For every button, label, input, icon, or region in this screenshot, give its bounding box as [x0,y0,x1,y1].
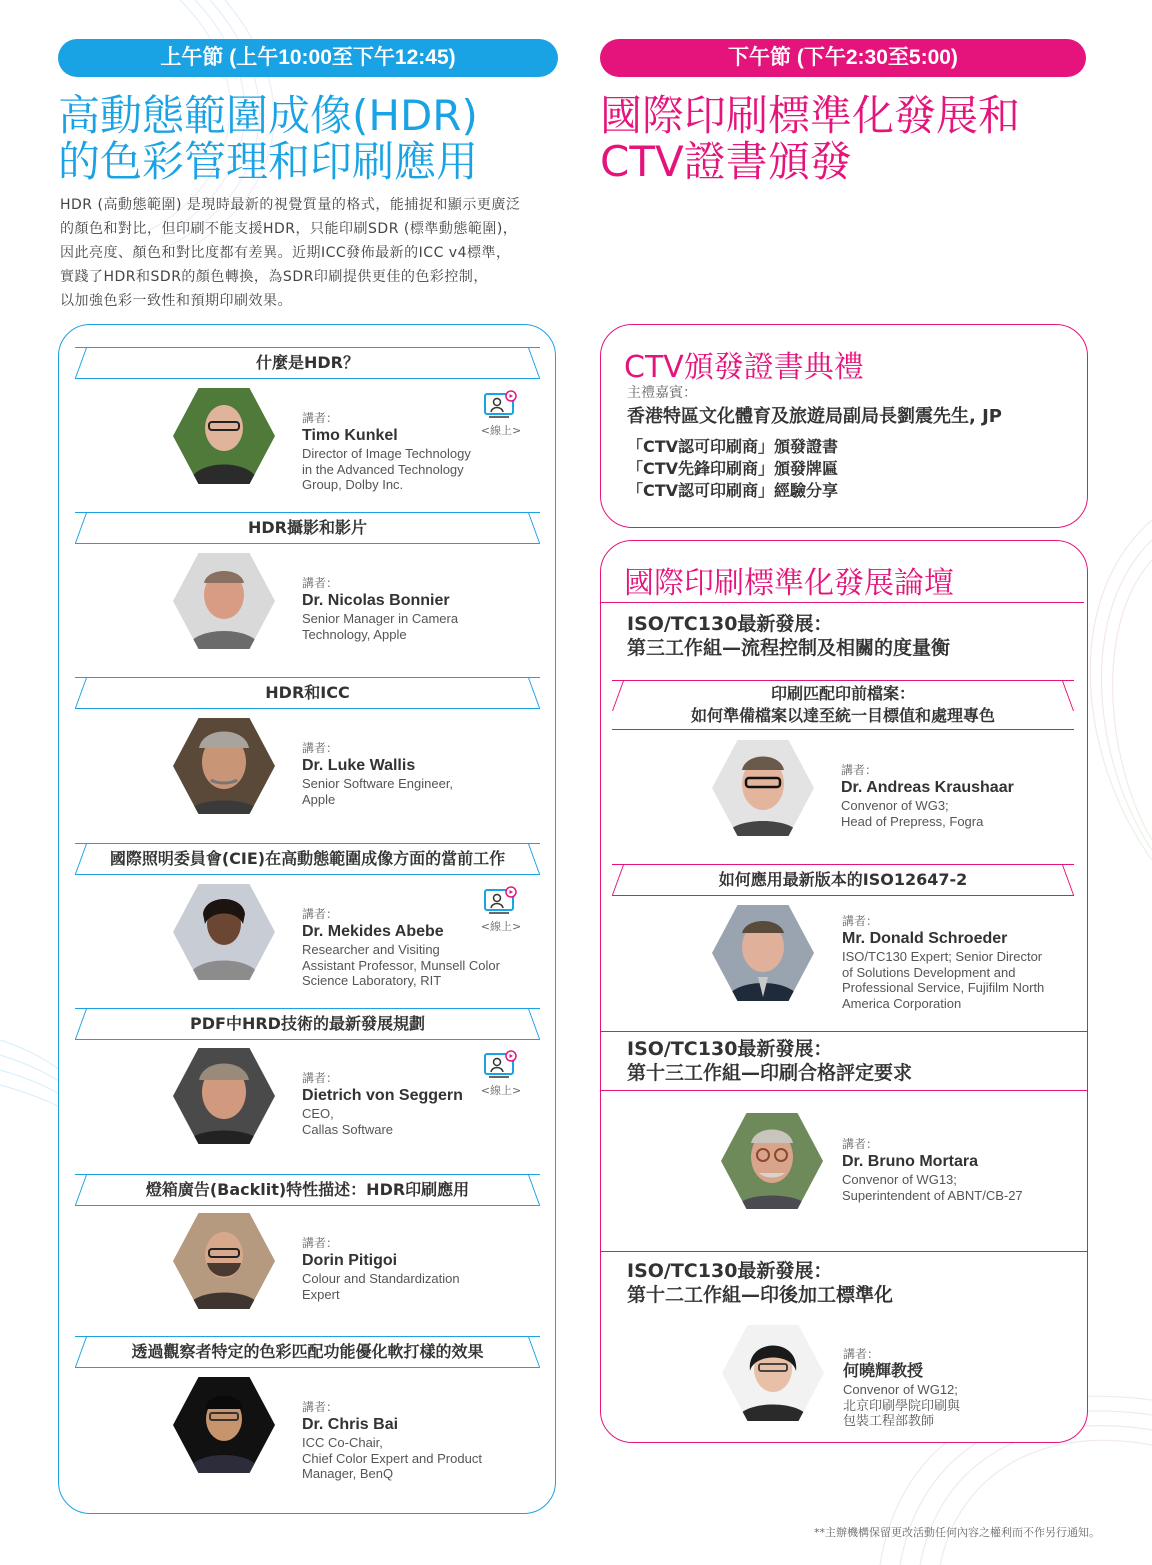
divider [600,602,1084,603]
divider [600,1031,1088,1032]
guest-of-honour: 香港特區文化體育及旅遊局副局長劉震先生, JP [627,406,1002,427]
topic-title: PDF中HRD技術的最新發展規劃 [75,1008,540,1040]
forum-topic-title: 印刷匹配印前檔案： 如何準備檔案以達至統一目標值和處理專色 [612,680,1074,730]
speaker-name: Dorin Pitigoi [302,1252,398,1269]
forum-section-title: ISO/TC130最新發展： 第十二工作組—印後加工標準化 [627,1260,894,1306]
ceremony-items: 「CTV認可印刷商」頒發證書 「CTV先鋒印刷商」頒發牌匾 「CTV認可印刷商」經驗分享 [627,437,839,500]
guest-label: 主禮嘉賓： [627,385,697,401]
topic-title: 國際照明委員會(CIE)在高動態範圍成像方面的當前工作 [75,843,540,875]
forum-topic-title: 如何應用最新版本的ISO12647-2 [612,864,1074,896]
online-presenter-icon [483,886,519,916]
morning-session-label: 上午節 (上午10:00至下午12:45) [58,39,558,77]
speaker-name: Dr. Nicolas Bonnier [302,592,450,609]
speaker-name: Timo Kunkel [302,427,398,444]
topic-title: HDR攝影和影片 [75,512,540,544]
disclaimer-footnote: **主辦機構保留更改活動任何內容之權利而不作另行通知。 [814,1526,1100,1539]
speaker-info: 講者： Dr. Luke Wallis Senior Software Engineer, Apple [302,741,454,807]
speaker-info: 講者： Dietrich von Seggern CEO, Callas Software [302,1071,463,1137]
speaker-name: Mr. Donald Schroeder [842,930,1008,947]
divider [600,1251,1088,1252]
speaker-name: Dr. Chris Bai [302,1416,399,1433]
afternoon-title-line1: 國際印刷標準化發展和 [600,91,1021,140]
speaker-name: Dietrich von Seggern [302,1087,463,1104]
speaker-name: Dr. Bruno Mortara [842,1153,979,1170]
forum-heading: 國際印刷標準化發展論壇 [624,566,954,601]
speaker-info: 講者： Dr. Chris Bai ICC Co-Chair, Chief Color Expert and Product Manager, BenQ [302,1400,482,1481]
online-badge: <線上> [478,886,524,934]
online-badge: <線上> [478,1050,524,1098]
speaker-name: Dr. Mekides Abebe [302,923,444,940]
afternoon-title-line2: CTV證書頒發 [600,137,852,186]
speaker-info: 講者： 何曉輝教授 Convenor of WG12; 北京印刷學院印刷與 包裝工程部教師 [843,1347,961,1428]
speaker-name: 何曉輝教授 [843,1363,924,1380]
speaker-info: 講者： Dr. Nicolas Bonnier Senior Manager in Camera Technology, Apple [302,576,459,642]
afternoon-session-label: 下午節 (下午2:30至5:00) [600,39,1086,77]
online-badge: <線上> [478,390,524,438]
topic-title: 透過觀察者特定的色彩匹配功能優化軟打樣的效果 [75,1336,540,1368]
morning-intro: HDR (高動態範圍) 是現時最新的視覺質量的格式，能捕捉和顯示更廣泛 的顏色和對比，但印刷不能支援HDR，只能印刷SDR (標準動態範圍)， 因此亮度、顏色和對比度都有差異。近期ICC發佈最新的ICC v4標準， 實踐了HDR和SDR的顏色轉換，為SDR印刷提供更佳的色彩控制， 以加強色彩一致性和預期印刷效果。 [60,197,521,309]
online-presenter-icon [483,390,519,420]
speaker-info: 講者： Timo Kunkel Director of Image Technology in the Advanced Technology Group, Dolby Inc. [302,411,471,492]
divider [600,1090,1088,1091]
morning-title-line2: 的色彩管理和印刷應用 [58,137,479,186]
ceremony-heading: CTV頒發證書典禮 [624,350,864,385]
online-presenter-icon [483,1050,519,1080]
topic-title: HDR和ICC [75,677,540,709]
speaker-info: 講者： Dr. Bruno Mortara Convenor of WG13; Superintendent of ABNT/CB-27 [842,1137,1023,1203]
forum-section-title: ISO/TC130最新發展： 第三工作組—流程控制及相關的度量衡 [627,613,951,659]
speaker-name: Dr. Andreas Kraushaar [841,779,1014,796]
topic-title: 燈箱廣告(Backlit)特性描述：HDR印刷應用 [75,1174,540,1206]
forum-section-title: ISO/TC130最新發展： 第十三工作組—印刷合格評定要求 [627,1038,913,1084]
speaker-name: Dr. Luke Wallis [302,757,416,774]
speaker-info: 講者： Mr. Donald Schroeder ISO/TC130 Expert; Senior Director of Solutions Development and Professional Service, Fujifilm North America Corporation [842,914,1045,1011]
speaker-info: 講者： Dr. Andreas Kraushaar Convenor of WG3; Head of Prepress, Fogra [841,763,1014,829]
morning-title-line1: 高動態範圍成像(HDR) [58,91,478,140]
speaker-info: 講者： Dr. Mekides Abebe Researcher and Visiting Assistant Professor, Munsell Color Science Laboratory, RIT [302,907,500,988]
topic-title: 什麼是HDR？ [75,347,540,379]
speaker-info: 講者： Dorin Pitigoi Colour and Standardization Expert [302,1236,460,1302]
